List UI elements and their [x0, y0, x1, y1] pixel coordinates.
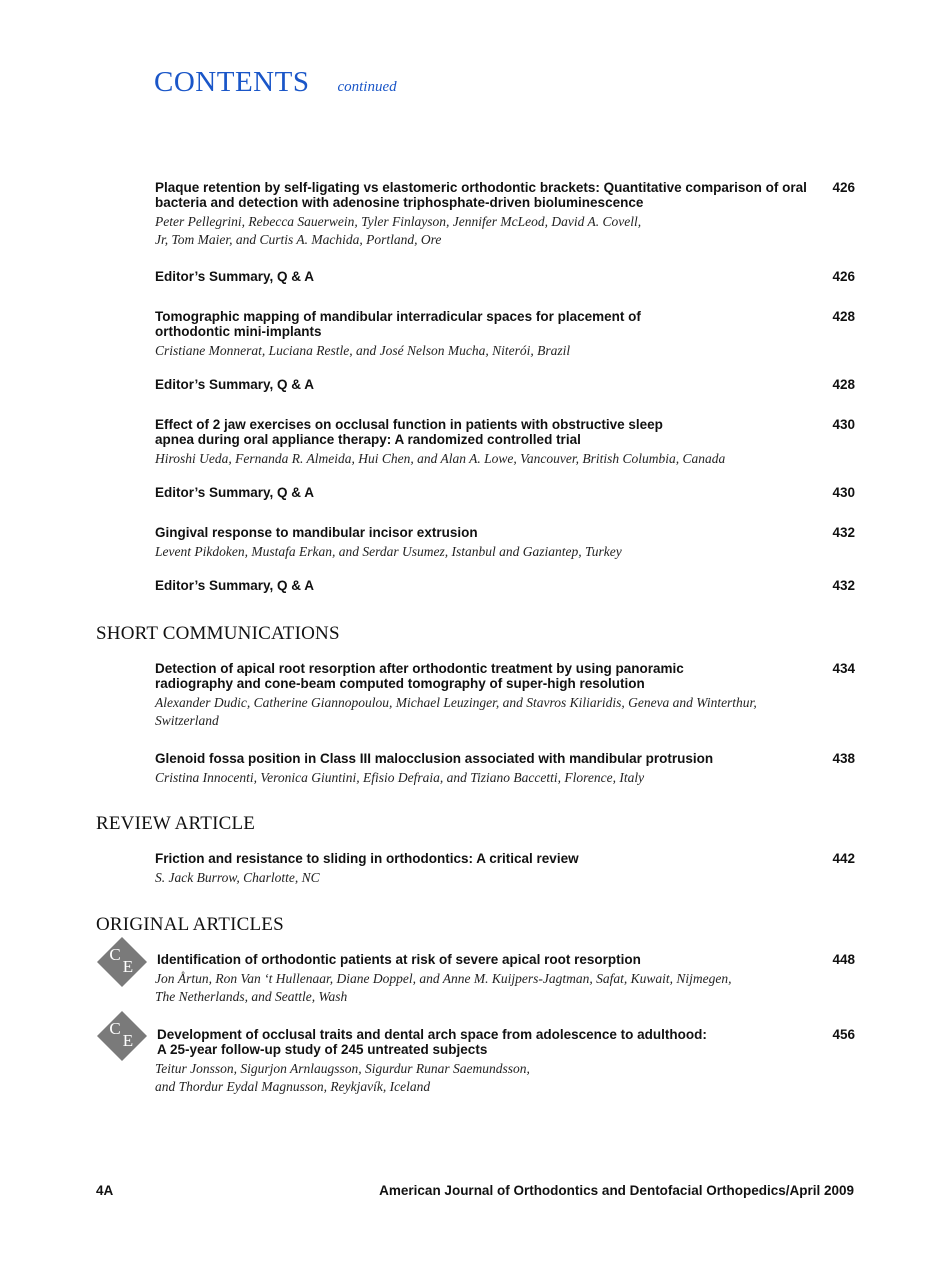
toc-entry-editors-summary[interactable]: [155, 485, 855, 500]
page-number: 432: [832, 578, 855, 593]
article-authors: S. Jack Burrow, Charlotte, NC: [155, 870, 320, 885]
toc-entry[interactable]: [155, 309, 855, 360]
article-authors: Teitur Jonsson, Sigurjon Arnlaugsson, Sigurdur Runar Saemundsson, and Thordur Eydal Magnusson, Reykjavík, Iceland: [155, 1061, 530, 1094]
page-number: 428: [832, 377, 855, 392]
page-number: 426: [832, 180, 855, 195]
toc-entry[interactable]: [155, 180, 855, 249]
article-title[interactable]: Editor’s Summary, Q & A: [155, 377, 315, 392]
article-title[interactable]: Editor’s Summary, Q & A: [155, 269, 315, 284]
article-authors: Levent Pikdoken, Mustafa Erkan, and Serdar Usumez, Istanbul and Gaziantep, Turkey: [155, 544, 622, 559]
toc-entry[interactable]: [155, 525, 855, 561]
page-number: 430: [832, 417, 855, 432]
article-title[interactable]: Gingival response to mandibular incisor extrusion: [155, 525, 478, 540]
page-number: 438: [832, 751, 855, 766]
toc-entry-editors-summary[interactable]: [155, 578, 855, 593]
article-title[interactable]: Friction and resistance to sliding in orthodontics: A critical review: [155, 851, 579, 866]
ce-badge-letter-c: C: [109, 945, 121, 964]
toc-entry[interactable]: [155, 661, 855, 730]
ce-badge-letter-e: E: [122, 1031, 134, 1050]
page-number: 448: [832, 952, 855, 967]
toc-entry[interactable]: [157, 1027, 855, 1096]
article-authors: Alexander Dudic, Catherine Giannopoulou, Michael Leuzinger, and Stavros Kiliaridis, Geneva and Winterthur, Switzerland: [155, 695, 757, 728]
page-header: [154, 66, 397, 99]
toc-entry-editors-summary[interactable]: [155, 269, 855, 284]
article-title[interactable]: Glenoid fossa position in Class III malocclusion associated with mandibular protrusion: [155, 751, 714, 766]
toc-entry-editors-summary[interactable]: [155, 377, 855, 392]
page-number: 442: [832, 851, 855, 866]
article-authors: Hiroshi Ueda, Fernanda R. Almeida, Hui Chen, and Alan A. Lowe, Vancouver, British Columbia, Canada: [155, 451, 726, 466]
article-title[interactable]: Identification of orthodontic patients at risk of severe apical root resorption: [157, 952, 641, 967]
article-authors: Jon Årtun, Ron Van ‘t Hullenaar, Diane Doppel, and Anne M. Kuijpers-Jagtman, Safat, Kuwait, Nijmegen, The Netherlands, and Seattle, Wash: [155, 971, 732, 1004]
footer-page-label: 4A: [96, 1183, 114, 1198]
page-number: 456: [832, 1027, 855, 1042]
section-heading-short-communications: SHORT COMMUNICATIONS: [96, 623, 340, 644]
contents-title: CONTENTS: [154, 66, 310, 98]
page-number: 432: [832, 525, 855, 540]
article-title[interactable]: Development of occlusal traits and dental arch space from adolescence to adulthood: A 25-year follow-up study of 245 untreated subjects: [157, 1027, 707, 1057]
article-title[interactable]: Detection of apical root resorption after orthodontic treatment by using panoramic radiography and cone-beam computed tomography of super-high resolution: [155, 661, 684, 691]
article-title[interactable]: Effect of 2 jaw exercises on occlusal function in patients with obstructive sleep apnea during oral appliance therapy: A randomized controlled trial: [155, 417, 663, 447]
article-title[interactable]: Plaque retention by self-ligating vs elastomeric orthodontic brackets: Quantitative comparison of oral bacteria and detection with adenosine triphosphate-driven bioluminescence: [155, 180, 807, 210]
page-number: 428: [832, 309, 855, 324]
page-number: 430: [832, 485, 855, 500]
article-authors: Cristina Innocenti, Veronica Giuntini, Efisio Defraia, and Tiziano Baccetti, Florence, Italy: [155, 770, 645, 785]
toc-entry[interactable]: [155, 751, 855, 787]
ce-credit-badge-icon: [96, 936, 148, 988]
contents-continued-label: continued: [337, 79, 397, 95]
ce-credit-badge-icon: [96, 1010, 148, 1062]
page-number: 434: [832, 661, 855, 676]
article-authors: Peter Pellegrini, Rebecca Sauerwein, Tyler Finlayson, Jennifer McLeod, David A. Covell, Jr, Tom Maier, and Curtis A. Machida, Portland, Ore: [155, 214, 642, 247]
section-heading-original-articles: ORIGINAL ARTICLES: [96, 914, 284, 935]
article-authors: Cristiane Monnerat, Luciana Restle, and José Nelson Mucha, Niterói, Brazil: [155, 343, 571, 358]
ce-badge-letter-e: E: [122, 957, 134, 976]
article-title[interactable]: Tomographic mapping of mandibular interradicular spaces for placement of orthodontic mini-implants: [155, 309, 641, 339]
article-title[interactable]: Editor’s Summary, Q & A: [155, 578, 315, 593]
toc-entry[interactable]: [155, 851, 855, 887]
article-title[interactable]: Editor’s Summary, Q & A: [155, 485, 315, 500]
toc-entry[interactable]: [155, 417, 855, 468]
ce-badge-letter-c: C: [109, 1019, 121, 1038]
footer-journal-name: American Journal of Orthodontics and Dentofacial Orthopedics/April 2009: [379, 1183, 854, 1198]
section-heading-review-article: REVIEW ARTICLE: [96, 813, 256, 834]
page-number: 426: [832, 269, 855, 284]
toc-entry[interactable]: [157, 952, 855, 1006]
